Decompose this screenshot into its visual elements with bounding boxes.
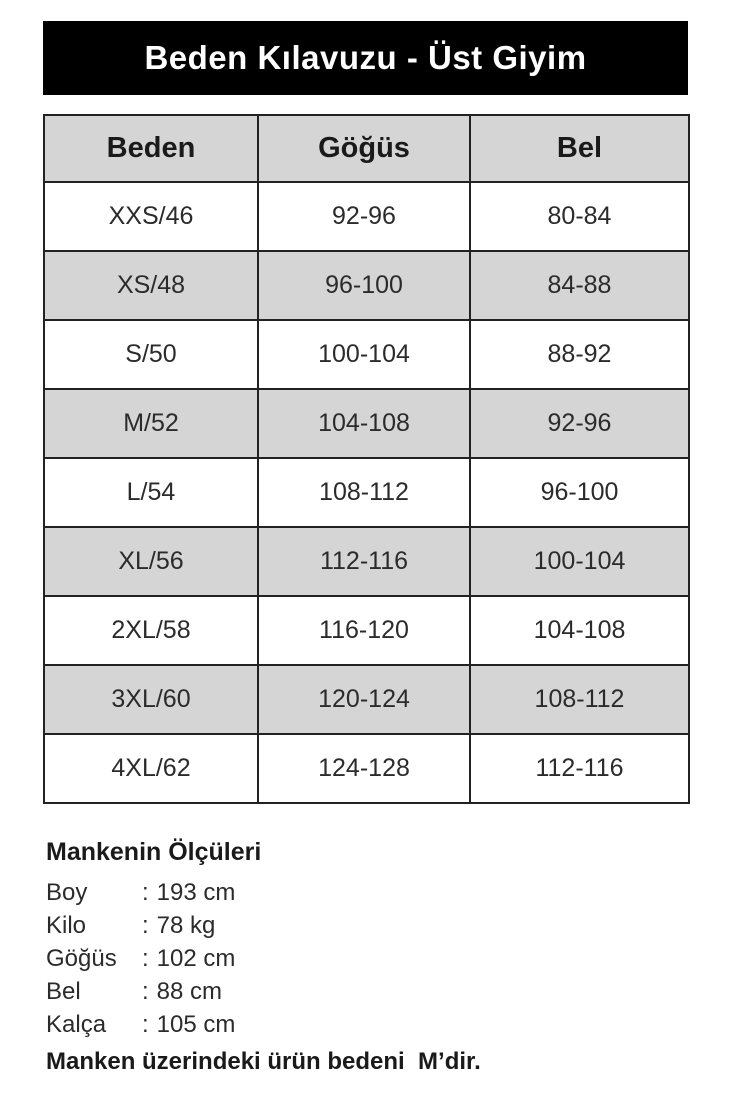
column-header-bel: Bel — [470, 115, 689, 182]
cell-beden: L/54 — [44, 458, 258, 527]
cell-beden: XS/48 — [44, 251, 258, 320]
measurement-label: Bel — [46, 978, 81, 1005]
cell-beden: 2XL/58 — [44, 596, 258, 665]
cell-gogus: 96-100 — [258, 251, 470, 320]
measurement-row-gogus — [46, 942, 686, 975]
cell-gogus: 116-120 — [258, 596, 470, 665]
table-row — [44, 665, 689, 734]
cell-bel: 96-100 — [470, 458, 689, 527]
measurement-label: Boy — [46, 879, 88, 906]
measurement-separator: : — [142, 945, 149, 972]
table-row — [44, 182, 689, 251]
cell-gogus: 108-112 — [258, 458, 470, 527]
measurement-value: 88 cm — [156, 978, 223, 1005]
table-header-row — [44, 115, 689, 182]
cell-gogus: 104-108 — [258, 389, 470, 458]
table-row — [44, 734, 689, 803]
table-row — [44, 596, 689, 665]
model-measurements-heading: Mankenin Ölçüleri — [46, 838, 262, 866]
cell-gogus: 112-116 — [258, 527, 470, 596]
measurement-value: 102 cm — [156, 945, 236, 972]
measurement-value: 193 cm — [156, 879, 236, 906]
cell-beden: XL/56 — [44, 527, 258, 596]
cell-gogus: 92-96 — [258, 182, 470, 251]
measurement-row-kilo — [46, 909, 686, 942]
cell-beden: XXS/46 — [44, 182, 258, 251]
cell-gogus: 124-128 — [258, 734, 470, 803]
measurement-value: 78 kg — [156, 912, 216, 939]
cell-bel: 80-84 — [470, 182, 689, 251]
table-row — [44, 527, 689, 596]
column-header-beden: Beden — [44, 115, 258, 182]
measurement-label: Kalça — [46, 1011, 107, 1038]
cell-beden: M/52 — [44, 389, 258, 458]
measurement-label: Kilo — [46, 912, 87, 939]
cell-bel: 108-112 — [470, 665, 689, 734]
measurement-separator: : — [142, 1011, 149, 1038]
measurement-row-kalca — [46, 1008, 686, 1041]
measurement-row-boy — [46, 876, 686, 909]
cell-beden: 3XL/60 — [44, 665, 258, 734]
page-title: Beden Kılavuzu - Üst Giyim — [144, 39, 587, 76]
cell-gogus: 100-104 — [258, 320, 470, 389]
cell-bel: 100-104 — [470, 527, 689, 596]
column-header-gogus: Göğüs — [258, 115, 470, 182]
cell-beden: S/50 — [44, 320, 258, 389]
cell-bel: 88-92 — [470, 320, 689, 389]
cell-beden: 4XL/62 — [44, 734, 258, 803]
product-size-note: Manken üzerindeki ürün bedeni M’dir. — [46, 1048, 481, 1075]
cell-bel: 104-108 — [470, 596, 689, 665]
cell-bel: 112-116 — [470, 734, 689, 803]
table-row — [44, 458, 689, 527]
model-measurements-section — [46, 838, 686, 1076]
cell-bel: 92-96 — [470, 389, 689, 458]
table-row — [44, 251, 689, 320]
measurement-separator: : — [142, 879, 149, 906]
title-banner — [43, 21, 688, 95]
cell-bel: 84-88 — [470, 251, 689, 320]
measurement-separator: : — [142, 978, 149, 1005]
table-row — [44, 389, 689, 458]
cell-gogus: 120-124 — [258, 665, 470, 734]
measurement-separator: : — [142, 912, 149, 939]
table-row — [44, 320, 689, 389]
size-chart-table — [43, 114, 690, 804]
measurement-value: 105 cm — [156, 1011, 236, 1038]
measurement-row-bel — [46, 975, 686, 1008]
measurement-label: Göğüs — [46, 945, 117, 972]
